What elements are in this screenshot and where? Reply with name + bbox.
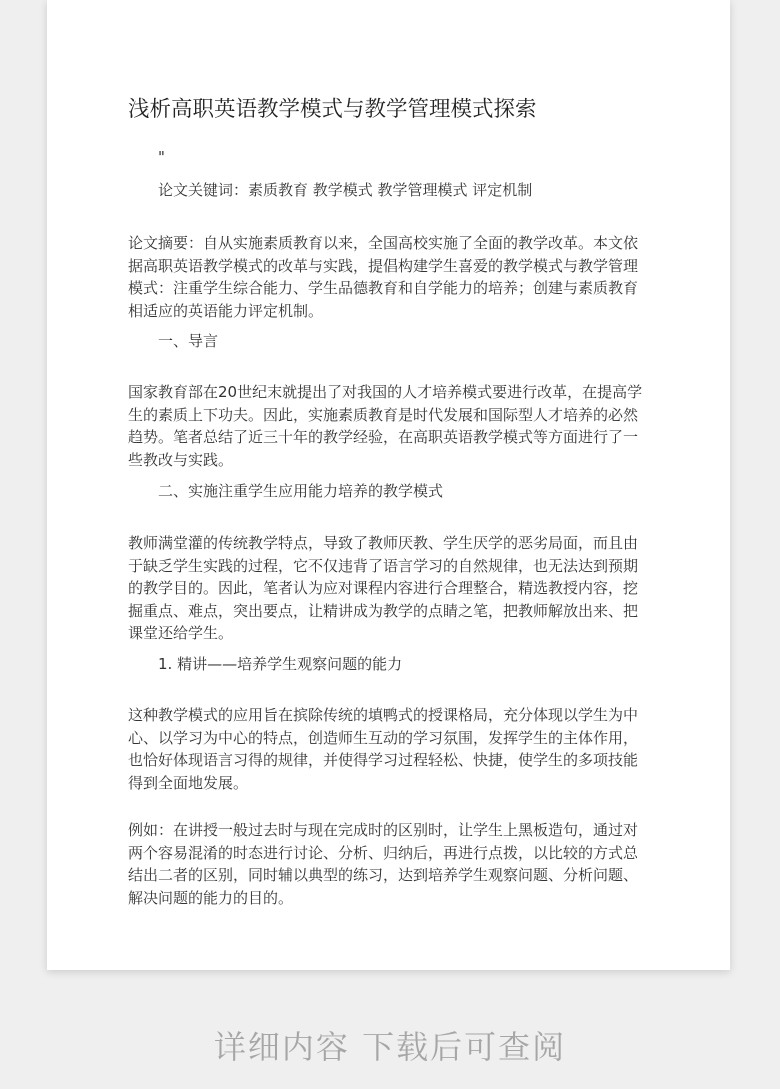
abstract — [128, 232, 639, 322]
paragraph — [128, 704, 639, 794]
text-line: 掘重点、难点，突出要点，让精讲成为教学的点睛之笔，把教师解放出来、把 — [128, 601, 639, 620]
document-page — [47, 0, 730, 970]
text-line: 些教改与实践。 — [128, 450, 234, 469]
text-line: 相适应的英语能力评定机制。 — [128, 301, 324, 320]
text-line: 据高职英语教学模式的改革与实践，提倡构建学生喜爱的教学模式与教学管理 — [128, 256, 639, 275]
keywords: 论文关键词：素质教育 教学模式 教学管理模式 评定机制 — [158, 181, 533, 199]
text-line: 趋势。笔者总结了近三十年的教学经验，在高职英语教学模式等方面进行了一 — [128, 428, 639, 446]
paragraph — [128, 819, 639, 909]
text-line: 生的素质上下功夫。因此，实施素质教育是时代发展和国际型人才培养的必然 — [128, 405, 639, 424]
paragraph — [128, 532, 639, 645]
download-prompt[interactable]: 详细内容 下载后可查阅 — [213, 1028, 567, 1066]
text-line: 得到全面地发展。 — [128, 773, 249, 792]
document-title: 浅析高职英语教学模式与教学管理模式探索 — [128, 97, 537, 122]
text-line: 国家教育部在20世纪末就提出了对我国的人才培养模式要进行改革，在提高学 — [128, 383, 643, 401]
text-line: 结出二者的区别，同时辅以典型的练习，达到培养学生观察问题、分析问题、 — [128, 866, 639, 884]
text-line: 例如：在讲授一般过去时与现在完成时的区别时，让学生上黑板造句，通过对 — [128, 821, 639, 839]
text-line: 论文摘要：自从实施素质教育以来，全国高校实施了全面的教学改革。本文依 — [128, 234, 639, 252]
text-line: 这种教学模式的应用旨在摈除传统的填鸭式的授课格局，充分体现以学生为中 — [128, 706, 639, 724]
text-line: 课堂还给学生。 — [128, 624, 234, 642]
paragraph — [128, 381, 643, 471]
text-line: 教师满堂灌的传统教学特点，导致了教师厌教、学生厌学的恶劣局面，而且由 — [128, 534, 639, 552]
heading-section-2: 二、实施注重学生应用能力培养的教学模式 — [158, 482, 444, 500]
text-line: 两个容易混淆的时态进行讨论、分析、归纳后，再进行点拨，以比较的方式总 — [128, 843, 639, 862]
text-line: 模式：注重学生综合能力、学生品德教育和自学能力的培养；创建与素质教育 — [128, 279, 639, 297]
heading-introduction: 一、导言 — [158, 332, 219, 350]
text-line: 也恰好体现语言习得的规律，并使得学习过程轻松、快捷，使学生的多项技能 — [128, 751, 639, 769]
text-line: 解决问题的能力的目的。 — [128, 888, 294, 907]
heading-subsection-1: 1. 精讲——培养学生观察问题的能力 — [158, 655, 403, 673]
text-line: 于缺乏学生实践的过程，它不仅违背了语言学习的自然规律，也无法达到预期 — [128, 556, 639, 575]
text-line: 的教学目的。因此，笔者认为应对课程内容进行合理整合，精选教授内容，挖 — [128, 579, 639, 597]
text-line: 心、以学习为中心的特点，创造师生互动的学习氛围，发挥学生的主体作用， — [128, 728, 639, 747]
quote-mark: " — [158, 148, 165, 166]
